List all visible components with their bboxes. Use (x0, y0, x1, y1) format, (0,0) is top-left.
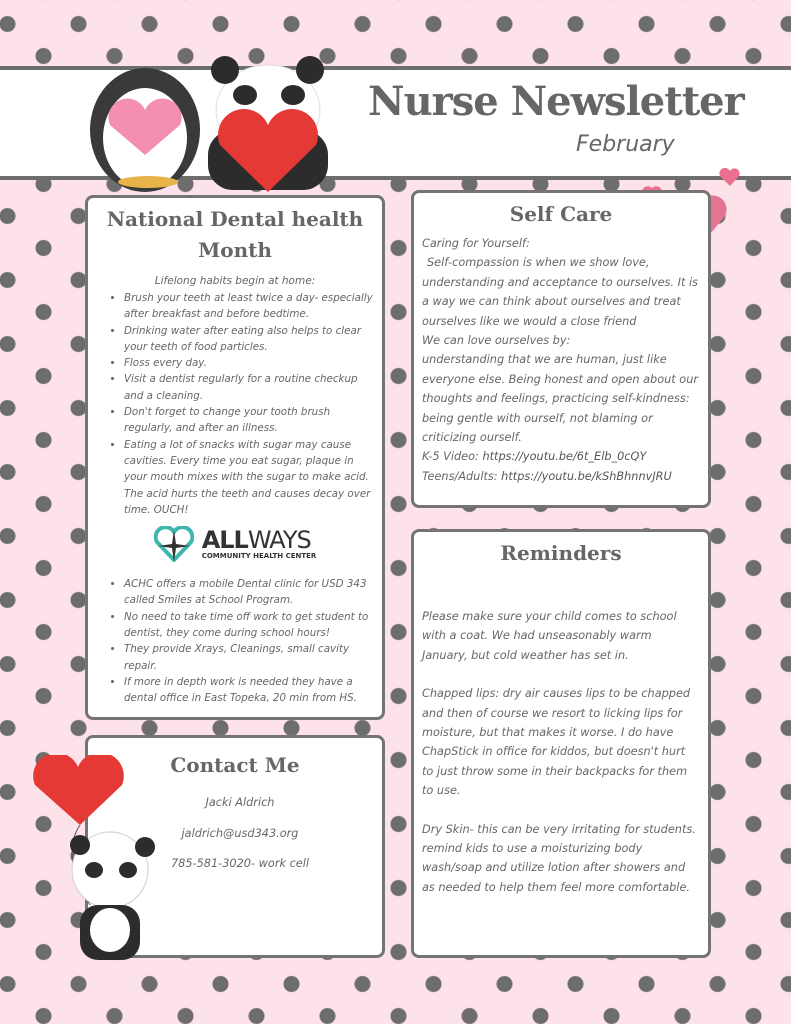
newsletter-title: Nurse Newsletter (368, 78, 744, 125)
contact-name: Jacki Aldrich (205, 796, 275, 809)
contact-title: Contact Me (170, 753, 300, 777)
newsletter-month: February (576, 132, 675, 157)
self-care-title: Self Care (509, 202, 613, 226)
self-care-heading2: We can love ourselves by: (422, 334, 571, 348)
self-care-para1: Self-compassion is when we show love, understanding and acceptance to ourselves. It is a way we can think about ourselves and treat ourselves like we would a close friend (422, 256, 698, 328)
logo-text-light: WAYS (247, 526, 311, 555)
dental-tips-list (96, 290, 374, 518)
reminders-section (411, 529, 711, 958)
reminder-chapped-lips: Chapped lips: dry air causes lips to be chapped and then of course we resort to licking lips for moisture, but that makes it worse. I do have ChapStick in office for kiddos, but doesn't hurt to just throw some in their backpacks for them to use. (422, 687, 691, 798)
list-item: • Drinking water after eating also helps to clear your teeth of food particles. (124, 323, 374, 356)
reminders-title: Reminders (500, 541, 622, 565)
list-item: • No need to take time off work to get student to dentist, they come during school hours! (124, 609, 374, 642)
clinic-info-list (96, 576, 374, 706)
list-item: • Don't forget to change your tooth brush regularly, and after an illness. (124, 404, 374, 437)
allways-logo (96, 526, 374, 562)
contact-phone: 785-581-3020- work cell (170, 856, 310, 870)
penguin-panda-illustration (80, 50, 340, 195)
teen-video-line (422, 467, 700, 486)
dental-title: National Dental health Month (106, 207, 364, 262)
self-care-para2: understanding that we are human, just like everyone else. Being honest and open about our thoughts and feelings, practicing self-kindness: being gentle with ourself, not blaming or criticizing ourself. (422, 353, 699, 445)
list-item: • Floss every day. (124, 355, 374, 371)
teen-video-link[interactable]: https://youtu.be/kShBhnnvJRU (501, 469, 672, 483)
logo-subtitle: COMMUNITY HEALTH CENTER (201, 552, 317, 561)
self-care-heading: Caring for Yourself: (422, 237, 530, 250)
list-item: • ACHC offers a mobile Dental clinic for USD 343 called Smiles at School Program. (124, 576, 374, 609)
reminder-coat: Please make sure your child comes to school with a coat. We had unseasonably warm January, but cold weather has set in. (422, 610, 677, 662)
list-item: • Eating a lot of snacks with sugar may cause cavities. Every time you eat sugar, plaque in your mouth mixes with the sugar to make acid. The acid hurts the teeth and causes decay over time. OUCH! (124, 437, 374, 518)
k5-video-line (422, 447, 700, 466)
list-item: • If more in depth work is needed they have a dental office in East Topeka, 20 min from HS. (124, 674, 374, 707)
heart-compass-icon (154, 526, 194, 562)
panda-balloon-illustration (30, 755, 160, 970)
teen-video-label: Teens/Adults: (422, 469, 498, 483)
contact-email[interactable]: jaldrich@usd343.org (181, 827, 299, 841)
self-care-section (411, 190, 711, 508)
k5-video-label: K-5 Video: (422, 450, 479, 464)
k5-video-link[interactable]: https://youtu.be/6t_Elb_0cQY (482, 450, 647, 464)
list-item: • Visit a dentist regularly for a routine checkup and a cleaning. (124, 371, 374, 404)
list-item: • They provide Xrays, Cleanings, small cavity repair. (124, 641, 374, 674)
dental-intro: Lifelong habits begin at home: (154, 275, 316, 287)
dental-health-section (85, 195, 385, 720)
list-item: • Brush your teeth at least twice a day- especially after breakfast and before bedtime. (124, 290, 374, 323)
logo-text-bold: ALL (201, 526, 248, 555)
reminder-dry-skin: Dry Skin- this can be very irritating for students. remind kids to use a moisturizing body wash/soap and utilize lotion after showers and as needed to help them feel more comfortable. (422, 822, 696, 894)
